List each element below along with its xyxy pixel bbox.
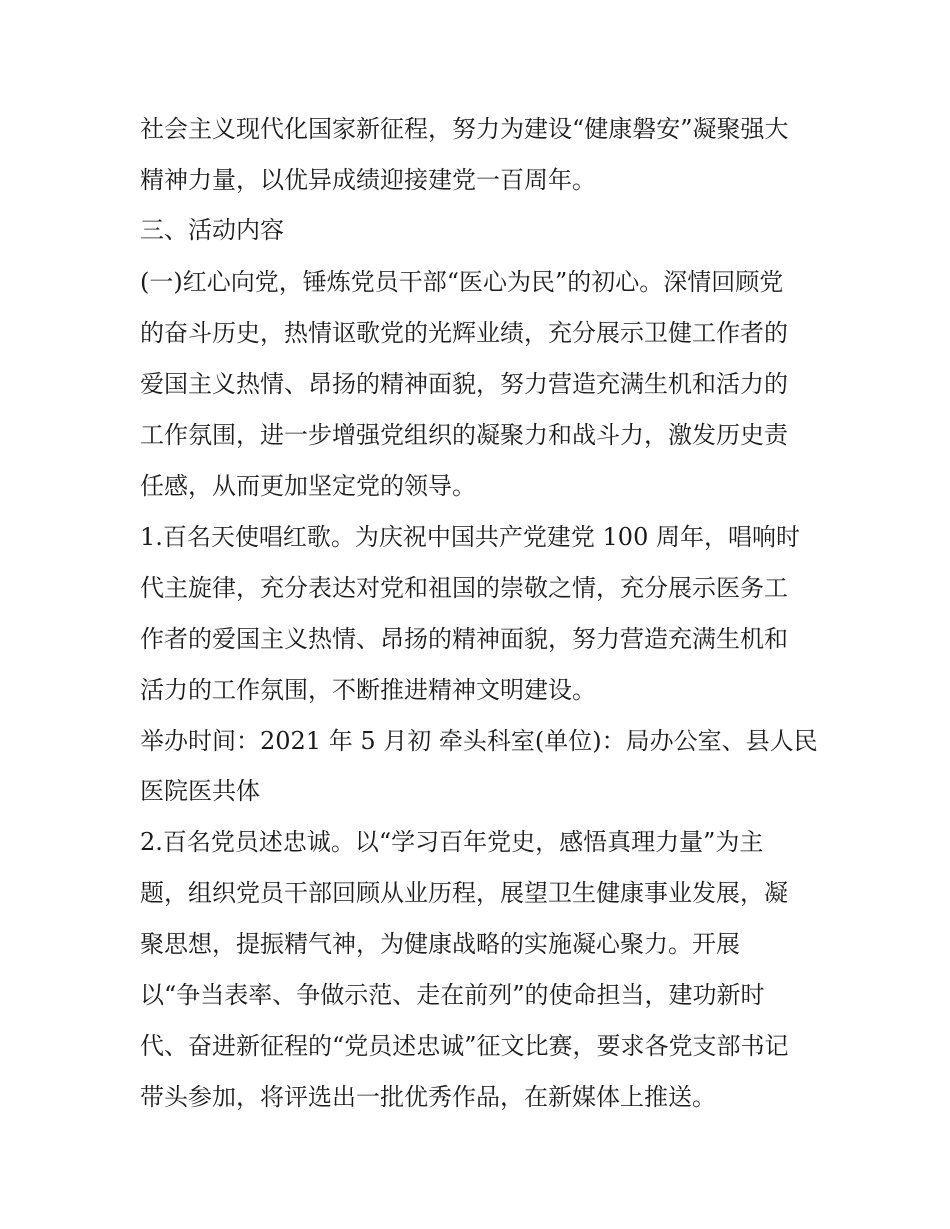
text-line: 代、奋进新征程的“党员述忠诚”征文比赛，要求各党支部书记 (140, 1032, 789, 1060)
text-line: 2.百名党员述忠诚。以“学习百年党史，感悟真理力量”为主 (140, 828, 764, 856)
text-line: (一)红心向党，锤炼党员干部“医心为民”的初心。深情回顾党 (140, 268, 784, 296)
text-line: 活力的工作氛围，不断推进精神文明建设。 (140, 676, 596, 704)
text-line: 作者的爱国主义热情、昂扬的精神面貌，努力营造充满生机和 (140, 625, 788, 653)
text-line: 1.百名天使唱红歌。为庆祝中国共产党建党 100 周年，唱响时 (140, 523, 800, 551)
text-line: 社会主义现代化国家新征程，努力为建设“健康磐安”凝聚强大 (140, 115, 789, 143)
text-line: 任感，从而更加坚定党的领导。 (140, 472, 476, 500)
text-line: 举办时间：2021 年 5 月初 牵头科室(单位)：局办公室、县人民 (140, 727, 818, 755)
text-line: 代主旋律，充分表达对党和祖国的崇敬之情，充分展示医务工 (140, 574, 788, 602)
text-line: 的奋斗历史，热情讴歌党的光辉业绩，充分展示卫健工作者的 (140, 319, 788, 347)
text-line: 聚思想，提振精气神，为健康战略的实施凝心聚力。开展 (140, 930, 740, 958)
text-line: 精神力量，以优异成绩迎接建党一百周年。 (140, 166, 596, 194)
text-line: 工作氛围，进一步增强党组织的凝聚力和战斗力，激发历史责 (140, 421, 788, 449)
text-line: 以“争当表率、争做示范、走在前列”的使命担当，建功新时 (140, 981, 765, 1009)
text-line: 爱国主义热情、昂扬的精神面貌，努力营造充满生机和活力的 (140, 370, 788, 398)
text-line: 医院医共体 (140, 777, 260, 805)
text-line: 题，组织党员干部回顾从业历程，展望卫生健康事业发展，凝 (140, 879, 788, 907)
section-heading: 三、活动内容 (140, 216, 284, 244)
text-line: 带头参加，将评选出一批优秀作品，在新媒体上推送。 (140, 1083, 716, 1111)
